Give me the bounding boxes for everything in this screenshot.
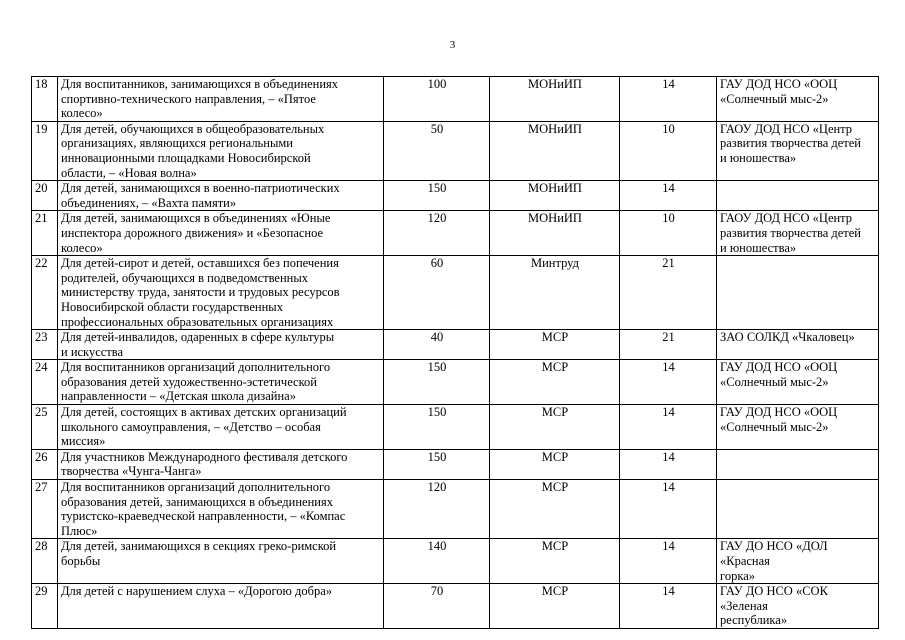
row-place-line: ГАУ ДОД НСО «ООЦ	[720, 405, 838, 420]
row-days: 14	[620, 480, 717, 539]
row-place	[717, 330, 879, 360]
row-place-line: «Солнечный мыс-2»	[720, 91, 829, 106]
row-days: 14	[620, 77, 717, 122]
row-description-line: школьного самоуправления, – «Детство – особая	[61, 419, 321, 434]
row-description-line: инновационными площадками Новосибирской	[61, 150, 311, 165]
row-days: 14	[620, 584, 717, 629]
row-description-line: Для детей, занимающихся в объединениях «Юные	[61, 211, 331, 226]
table-row	[32, 539, 879, 584]
row-description-line: колесо»	[61, 240, 103, 255]
row-number: 22	[32, 256, 58, 330]
row-description	[58, 405, 384, 450]
row-days: 10	[620, 121, 717, 180]
row-description	[58, 77, 384, 122]
row-description-line: Для воспитанников организаций дополнительного	[61, 480, 331, 495]
row-organizer: МОНиИП	[490, 121, 620, 180]
row-children-count: 50	[384, 121, 490, 180]
row-description-line: Для детей-инвалидов, одаренных в сфере культуры	[61, 330, 335, 345]
row-description	[58, 360, 384, 405]
row-description-line: туристско-краеведческой направленности, – «Компас	[61, 509, 346, 524]
table-row	[32, 449, 879, 479]
row-children-count: 70	[384, 584, 490, 629]
table-row	[32, 330, 879, 360]
row-description-line: спортивно-технического направления, – «Пятое	[61, 91, 316, 106]
row-description-line: Для участников Международного фестиваля детского	[61, 449, 348, 464]
table-row	[32, 256, 879, 330]
row-organizer: МСР	[490, 330, 620, 360]
row-description-line: министерству труда, занятости и трудовых ресурсов	[61, 285, 340, 300]
row-place	[717, 584, 879, 629]
row-organizer: МСР	[490, 480, 620, 539]
row-description-line: Для детей, занимающихся в секциях греко-римской	[61, 539, 337, 554]
row-description-line: творчества «Чунга-Чанга»	[61, 464, 202, 479]
row-place-line: и юношества»	[720, 240, 797, 255]
row-description-line: Плюс»	[61, 523, 98, 538]
row-place-line: ГАУ ДОД НСО «ООЦ	[720, 360, 838, 375]
row-place-line: и юношества»	[720, 150, 797, 165]
row-description	[58, 584, 384, 629]
row-description-line: профессиональных образовательных организациях	[61, 314, 334, 329]
row-description-line: борьбы	[61, 554, 101, 568]
row-children-count: 150	[384, 360, 490, 405]
row-organizer: МОНиИП	[490, 77, 620, 122]
row-description-line: Для детей, занимающихся в военно-патриотических	[61, 181, 340, 196]
row-description	[58, 121, 384, 180]
row-place	[717, 256, 879, 330]
row-number: 29	[32, 584, 58, 629]
row-place	[717, 211, 879, 256]
row-place-line: ГАОУ ДОД НСО «Центр	[720, 211, 853, 226]
row-organizer: МСР	[490, 405, 620, 450]
row-description	[58, 330, 384, 360]
row-number: 18	[32, 77, 58, 122]
table-row	[32, 181, 879, 211]
row-description	[58, 480, 384, 539]
row-place-line: ЗАО СОЛКД «Чкаловец»	[720, 330, 855, 345]
row-description-line: родителей, обучающихся в подведомственных	[61, 270, 308, 285]
row-organizer: Минтруд	[490, 256, 620, 330]
row-days: 14	[620, 449, 717, 479]
row-days: 10	[620, 211, 717, 256]
row-organizer: МСР	[490, 584, 620, 629]
row-description	[58, 211, 384, 256]
table-row	[32, 405, 879, 450]
row-description-line: и искусства	[61, 344, 124, 359]
row-children-count: 150	[384, 449, 490, 479]
row-description-line: организациях, являющихся региональными	[61, 136, 293, 151]
row-place-line: республика»	[720, 613, 788, 628]
row-description-line: колесо»	[61, 106, 103, 121]
row-description-line: образования детей, занимающихся в объединениях	[61, 494, 333, 509]
row-description	[58, 181, 384, 211]
row-days: 14	[620, 181, 717, 211]
row-description-line: Для воспитанников, занимающихся в объединениях	[61, 77, 339, 91]
row-place	[717, 449, 879, 479]
row-days: 14	[620, 539, 717, 584]
row-description-line: инспектора дорожного движения» и «Безопасное	[61, 225, 324, 240]
row-place-line: горка»	[720, 568, 755, 583]
row-number: 25	[32, 405, 58, 450]
row-number: 20	[32, 181, 58, 211]
row-description-line: Для детей с нарушением слуха – «Дорогою добра»	[61, 584, 332, 599]
row-organizer: МСР	[490, 449, 620, 479]
row-place-line: «Солнечный мыс-2»	[720, 419, 829, 434]
row-place-line: развития творчества детей	[720, 225, 861, 240]
row-description	[58, 539, 384, 584]
row-number: 21	[32, 211, 58, 256]
table-row	[32, 77, 879, 122]
row-description-line: Для воспитанников организаций дополнительного	[61, 360, 331, 375]
table-row	[32, 480, 879, 539]
row-organizer: МОНиИП	[490, 211, 620, 256]
row-days: 14	[620, 360, 717, 405]
row-place	[717, 539, 879, 584]
row-description-line: Для детей, состоящих в активах детских организаций	[61, 405, 347, 420]
row-days: 21	[620, 256, 717, 330]
row-number: 27	[32, 480, 58, 539]
table-row	[32, 121, 879, 180]
row-children-count: 140	[384, 539, 490, 584]
row-number: 19	[32, 121, 58, 180]
row-children-count: 40	[384, 330, 490, 360]
table-row	[32, 211, 879, 256]
row-number: 24	[32, 360, 58, 405]
row-description	[58, 256, 384, 330]
row-children-count: 100	[384, 77, 490, 122]
row-description-line: объединениях, – «Вахта памяти»	[61, 195, 237, 210]
page-number: 3	[449, 39, 456, 51]
row-children-count: 120	[384, 211, 490, 256]
row-description-line: миссия»	[61, 434, 106, 449]
row-days: 21	[620, 330, 717, 360]
row-description-line: Для детей, обучающихся в общеобразовательных	[61, 121, 325, 136]
row-description-line: Для детей-сирот и детей, оставшихся без попечения	[61, 256, 339, 271]
table-row	[32, 584, 879, 629]
row-description-line: области, – «Новая волна»	[61, 165, 197, 180]
row-number: 23	[32, 330, 58, 360]
row-place-line: ГАУ ДОД НСО «ООЦ	[720, 77, 838, 91]
row-organizer: МОНиИП	[490, 181, 620, 211]
row-organizer: МСР	[490, 539, 620, 584]
row-place-line: ГАОУ ДОД НСО «Центр	[720, 121, 853, 136]
row-place	[717, 405, 879, 450]
table-row	[32, 360, 879, 405]
row-description-line: образования детей художественно-эстетической	[61, 374, 317, 389]
row-place	[717, 77, 879, 122]
row-place-line: ГАУ ДО НСО «ДОЛ «Красная	[720, 539, 828, 568]
row-place	[717, 121, 879, 180]
row-place-line: ГАУ ДО НСО «СОК «Зеленая	[720, 584, 828, 613]
row-children-count: 150	[384, 405, 490, 450]
row-place-line: развития творчества детей	[720, 136, 861, 151]
row-description	[58, 449, 384, 479]
row-place	[717, 360, 879, 405]
row-description-line: направленности – «Детская школа дизайна»	[61, 389, 296, 404]
row-number: 28	[32, 539, 58, 584]
row-organizer: МСР	[490, 360, 620, 405]
row-days: 14	[620, 405, 717, 450]
row-place	[717, 181, 879, 211]
row-children-count: 120	[384, 480, 490, 539]
camps-table	[31, 76, 879, 629]
row-place-line: «Солнечный мыс-2»	[720, 374, 829, 389]
row-children-count: 150	[384, 181, 490, 211]
table-body	[32, 77, 879, 629]
row-children-count: 60	[384, 256, 490, 330]
row-place	[717, 480, 879, 539]
row-description-line: Новосибирской области государственных	[61, 299, 283, 314]
row-number: 26	[32, 449, 58, 479]
